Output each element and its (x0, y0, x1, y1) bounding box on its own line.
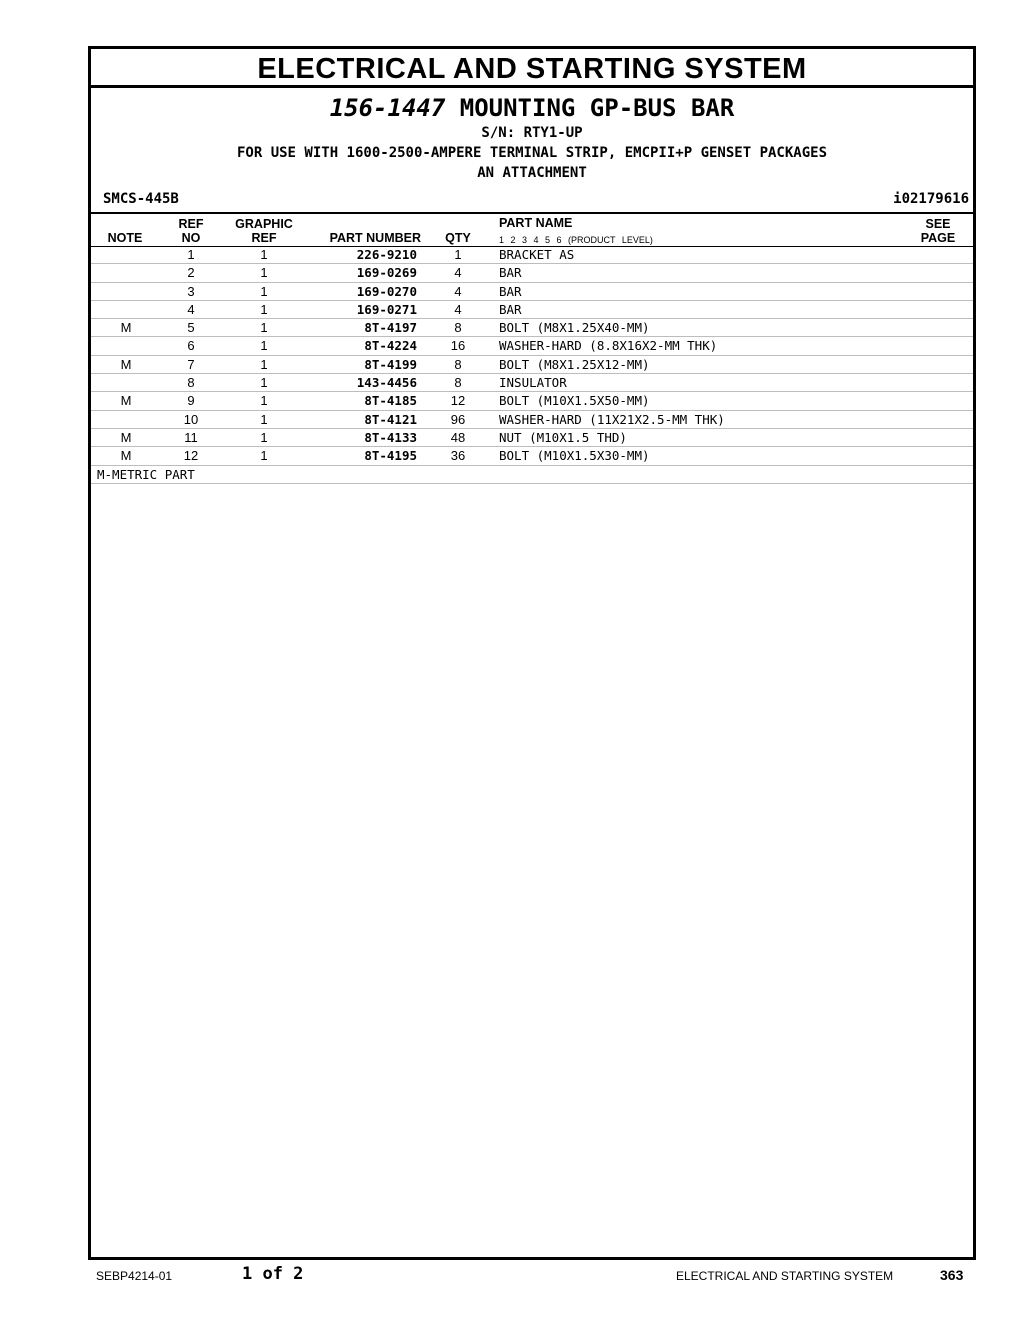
col-qty: QTY (445, 231, 471, 245)
qty-cell: 4 (454, 265, 462, 281)
part-name-cell: INSULATOR (499, 375, 567, 391)
col-part-name: PART NAME (499, 216, 573, 230)
part-number-cell: 169-0270 (356, 283, 417, 299)
usage-note: FOR USE WITH 1600-2500-AMPERE TERMINAL STRIP, EMCPII+P GENSET PACKAGES (236, 145, 827, 161)
ref-no-cell: 8 (187, 375, 195, 391)
table-row (91, 264, 973, 282)
part-name-cell: BAR (499, 301, 522, 317)
illustration-id: i02179616 (893, 191, 969, 207)
smcs-code: SMCS-445B (103, 191, 179, 207)
part-number-cell: 226-9210 (356, 247, 417, 262)
note-cell: M (120, 429, 132, 445)
part-number-cell: 169-0269 (356, 265, 417, 281)
part-name-cell: NUT (M10X1.5 THD) (499, 429, 627, 445)
table-row (91, 447, 973, 465)
part-name-cell: BRACKET AS (499, 247, 575, 262)
metric-footnote: M-METRIC PART (91, 466, 973, 484)
ref-no-cell: 11 (184, 429, 198, 445)
note-cell: M (120, 320, 132, 336)
page-of: 1 of 2 (242, 1264, 304, 1284)
col-part-number: PART NUMBER (329, 231, 421, 245)
qty-cell: 96 (450, 411, 466, 427)
qty-cell: 36 (450, 448, 466, 464)
table-row (91, 374, 973, 392)
qty-cell: 16 (450, 338, 466, 354)
document-id: SEBP4214-01 (96, 1269, 173, 1283)
part-name-cell: WASHER-HARD (11X21X2.5-MM THK) (499, 411, 725, 427)
part-number-cell: 8T-4197 (364, 320, 417, 336)
qty-cell: 8 (454, 375, 462, 391)
graphic-ref-cell: 1 (260, 247, 268, 262)
table-row (91, 411, 973, 429)
table-row (91, 337, 973, 355)
product-levels: 1 2 3 4 5 6 (PRODUCT LEVEL) (499, 235, 653, 245)
table-row (91, 301, 973, 319)
section-title: ELECTRICAL AND STARTING SYSTEM (91, 49, 973, 88)
table-row (91, 356, 973, 374)
ref-no-cell: 5 (187, 320, 195, 336)
table-row (91, 429, 973, 447)
part-number-cell: 8T-4185 (364, 393, 417, 409)
part-name-cell: BOLT (M8X1.25X40-MM) (499, 320, 650, 336)
table-row (91, 319, 973, 337)
part-name-cell: WASHER-HARD (8.8X16X2-MM THK) (499, 338, 718, 354)
header-rule (91, 212, 973, 214)
qty-cell: 8 (454, 320, 462, 336)
part-number-cell: 143-4456 (356, 375, 417, 391)
graphic-ref-cell: 1 (260, 320, 268, 336)
col-graphic-ref: GRAPHIC REF (235, 217, 293, 245)
group-number: 156-1447 (329, 94, 446, 122)
page-number: 363 (940, 1267, 964, 1283)
group-title (91, 93, 973, 123)
part-name-cell: BAR (499, 283, 522, 299)
ref-no-cell: 9 (187, 393, 195, 409)
qty-cell: 12 (450, 393, 466, 409)
part-number-cell: 8T-4199 (364, 356, 417, 372)
part-name-cell: BOLT (M8X1.25X12-MM) (499, 356, 650, 372)
graphic-ref-cell: 1 (260, 265, 268, 281)
part-number-cell: 8T-4121 (364, 411, 417, 427)
part-number-cell: 169-0271 (356, 301, 417, 317)
graphic-ref-cell: 1 (260, 338, 268, 354)
graphic-ref-cell: 1 (260, 429, 268, 445)
note-cell: M (120, 356, 132, 372)
col-see-page: SEE PAGE (920, 217, 956, 245)
graphic-ref-cell: 1 (260, 283, 268, 299)
ref-no-cell: 12 (183, 448, 199, 464)
col-ref-no: REF NO (178, 217, 204, 245)
note-cell: M (120, 448, 132, 464)
ref-no-cell: 3 (187, 283, 195, 299)
col-note: NOTE (107, 231, 143, 245)
parts-list (91, 246, 973, 484)
attachment-note: AN ATTACHMENT (477, 165, 587, 181)
footer-section-title: ELECTRICAL AND STARTING SYSTEM (676, 1269, 894, 1283)
ref-no-cell: 10 (183, 411, 199, 427)
note-cell: M (120, 393, 132, 409)
qty-cell: 4 (454, 283, 462, 299)
table-row (91, 392, 973, 410)
qty-cell: 4 (454, 301, 462, 317)
graphic-ref-cell: 1 (260, 411, 268, 427)
ref-no-cell: 2 (187, 265, 195, 281)
graphic-ref-cell: 1 (260, 448, 268, 464)
graphic-ref-cell: 1 (260, 356, 268, 372)
part-number-cell: 8T-4195 (364, 448, 417, 464)
table-row (91, 283, 973, 301)
graphic-ref-cell: 1 (260, 301, 268, 317)
ref-no-cell: 4 (187, 301, 195, 317)
ref-no-cell: 1 (187, 247, 195, 262)
graphic-ref-cell: 1 (260, 393, 268, 409)
group-name: MOUNTING GP-BUS BAR (459, 94, 735, 122)
part-number-cell: 8T-4133 (364, 429, 417, 445)
part-name-cell: BOLT (M10X1.5X50-MM) (499, 393, 650, 409)
graphic-ref-cell: 1 (260, 375, 268, 391)
part-name-cell: BOLT (M10X1.5X30-MM) (499, 448, 650, 464)
parts-page-frame (88, 46, 976, 1260)
ref-no-cell: 6 (187, 338, 195, 354)
serial-range: S/N: RTY1-UP (481, 125, 583, 141)
ref-no-cell: 7 (187, 356, 195, 372)
qty-cell: 48 (450, 429, 466, 445)
part-name-cell: BAR (499, 265, 522, 281)
qty-cell: 8 (454, 356, 462, 372)
qty-cell: 1 (454, 247, 462, 262)
table-row (91, 246, 973, 264)
part-number-cell: 8T-4224 (364, 338, 417, 354)
